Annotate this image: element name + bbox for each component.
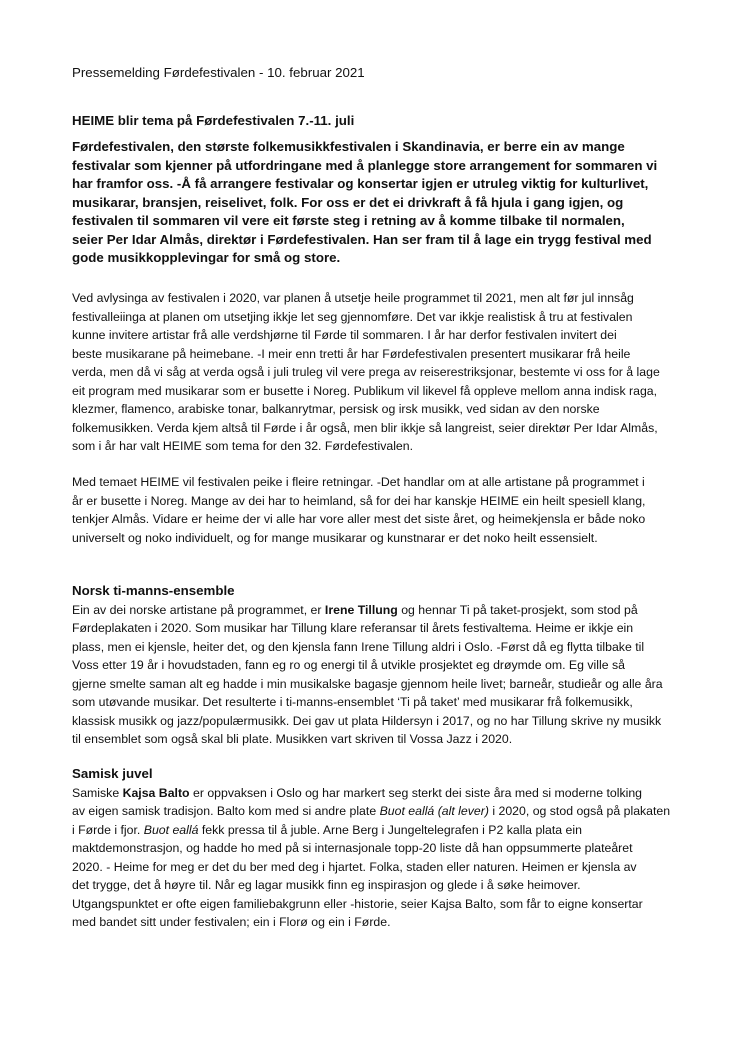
body-line: universelt og noko individuelt, og for mange musikarar og kunstnarar er det noko heilt essensielt. <box>72 530 598 545</box>
body-text: Samiske <box>72 785 123 800</box>
lead-line: Førdefestivalen, den største folkemusikkfestivalen i Skandinavia, er berre ein av mange <box>72 139 625 154</box>
body-text: i 2020, og stod også på plakaten <box>488 804 671 818</box>
document-title: HEIME blir tema på Førdefestivalen 7.-11. juli <box>72 113 355 128</box>
body-line: folkemusikken. Verda kjem altså til Førde i år også, men blir ikkje så langreist, seier direktør Per Idar Almås, <box>72 420 658 435</box>
body-line <box>72 784 642 803</box>
body-text: og hennar Ti på taket-prosjekt, som stod på <box>397 602 638 617</box>
body-line: kunne invitere artistar frå alle verdshjørne til Førde til sommaren. I år har derfor festivalen invitert dei <box>72 328 617 342</box>
lead-line: seier Per Idar Almås, direktør i Førdefestivalen. Han ser fram til å lage ein trygg festival med <box>72 231 652 247</box>
body-line: tenkjer Almås. Vidare er heime der vi alle har vore aller mest det siste året, og heimekjensla er både noko <box>72 512 646 526</box>
body-text: av eigen samisk tradisjon. Balto kom med si andre plate <box>72 804 380 818</box>
lead-line: musikarar, bransjen, reiselivet, folk. For oss er det ei drivkraft å få hjula i gang igjen, og <box>72 194 624 210</box>
body-line <box>72 802 670 821</box>
body-line: gjerne smelte saman alt eg hadde i min musikalske bagasje gjennom heile livet; barneår, studieår og alle åra <box>72 676 663 691</box>
press-release-header: Pressemelding Førdefestivalen - 10. februar 2021 <box>72 65 365 80</box>
body-line: Ved avlysinga av festivalen i 2020, var planen å utsetje heile programmet til 2021, men alt før jul innsåg <box>72 291 634 305</box>
album-title: Buot eallá <box>143 822 199 837</box>
lead-line: gode musikkopplevingar for små og store. <box>72 250 341 265</box>
body-line: med bandet sitt under festivalen; ein i Florø og ein i Førde. <box>72 915 391 929</box>
body-line: beste musikarane på heimebane. -I meir enn tretti år har Førdefestivalen presentert musikarar frå heile <box>72 346 631 361</box>
body-line: det trygge, det å høyre til. Når eg lagar musikk finn eg inspirasjon og glede i å søke heimover. <box>72 878 581 892</box>
body-text: er oppvaksen i Oslo og har markert seg sterkt dei siste åra med si moderne tolking <box>189 785 643 800</box>
body-line: Med temaet HEIME vil festivalen peike i fleire retningar. -Det handlar om at alle artistane på programmet i <box>72 475 645 489</box>
section-heading: Norsk ti-manns-ensemble <box>72 583 235 598</box>
body-line: Utgangspunktet er ofte eigen familiebakgrunn eller -historie, seier Kajsa Balto, som får to eigne konsertar <box>72 896 643 911</box>
artist-name: Kajsa Balto <box>122 785 190 800</box>
body-line: maktdemonstrasjon, og hadde ho med på si internasjonale topp-20 liste då han oppsummerte plateåret <box>72 841 633 855</box>
body-line: klezmer, flamenco, arabiske tonar, balkanrytmar, persisk og irsk musikk, ved sidan av den norske <box>72 402 600 416</box>
body-text: Ein av dei norske artistane på programmet, er <box>72 602 325 617</box>
body-line: Førdeplakaten i 2020. Som musikar har Tillung klare referansar til årets festivaltema. Heime er ikkje ein <box>72 621 634 635</box>
body-line: til ensemblet som også skal bli plate. Musikken vart skriven til Vossa Jazz i 2020. <box>72 732 513 746</box>
lead-line: festivalen til sommaren vil vere eit første steg i retning av å komme tilbake til normalen, <box>72 213 625 228</box>
section-heading: Samisk juvel <box>72 766 153 781</box>
body-line: 2020. - Heime for meg er det du ber med deg i hjartet. Folka, staden eller naturen. Heimen er kjensla av <box>72 859 637 874</box>
body-line: verda, men då vi såg at verda også i juli truleg vil vere prega av reiserestriksjonar, bestemte vi oss for å lage <box>72 365 660 379</box>
body-line: festivalleiinga at planen om utsetjing ikkje let seg gjennomføre. Det var ikkje realistisk å tru at festivalen <box>72 309 633 324</box>
artist-name: Irene Tillung <box>324 602 398 617</box>
body-line: som i år har valt HEIME som tema for den 32. Førdefestivalen. <box>72 439 414 453</box>
body-line: som utøvande musikar. Det resulterte i ti-manns-ensemblet ‘Ti på taket’ med musikarar frå folkemusikk, <box>72 695 633 709</box>
body-line: år er busette i Noreg. Mange av dei har to heimland, så for dei har kanskje HEIME ein heilt spesiell klang, <box>72 493 646 508</box>
body-line: plass, men ei kjensle, heiter det, og den kjensla fann Irene Tillung aldri i Oslo. -Først då eg flytta tilbake til <box>72 639 645 654</box>
lead-line: festivalar som kjenner på utfordringane med å planlegge store arrangement for sommaren vi <box>72 157 658 173</box>
lead-line: har framfor oss. -Å få arrangere festivalar og konsertar igjen er utruleg viktig for kulturlivet, <box>72 176 649 191</box>
body-text: i Førde i fjor. <box>72 822 144 837</box>
body-line <box>72 601 638 620</box>
body-line: eit program med musikarar som er busette i Noreg. Publikum vil likevel få oppleve mellom anna indisk raga, <box>72 383 658 398</box>
album-title: Buot eallá (alt lever) <box>379 804 489 818</box>
body-line: klassisk musikk og jazz/populærmusikk. Dei gav ut plata Hildersyn i 2017, og no har Tillung skrive ny musikk <box>72 713 662 728</box>
body-text: fekk pressa til å juble. Arne Berg i Jungeltelegrafen i P2 kalla plata ein <box>198 822 582 837</box>
body-line <box>72 821 582 840</box>
body-line: Voss etter 19 år i hovudstaden, fann eg ro og energi til å utvikle prosjektet eg drøymde om. Eg ville så <box>72 658 625 672</box>
